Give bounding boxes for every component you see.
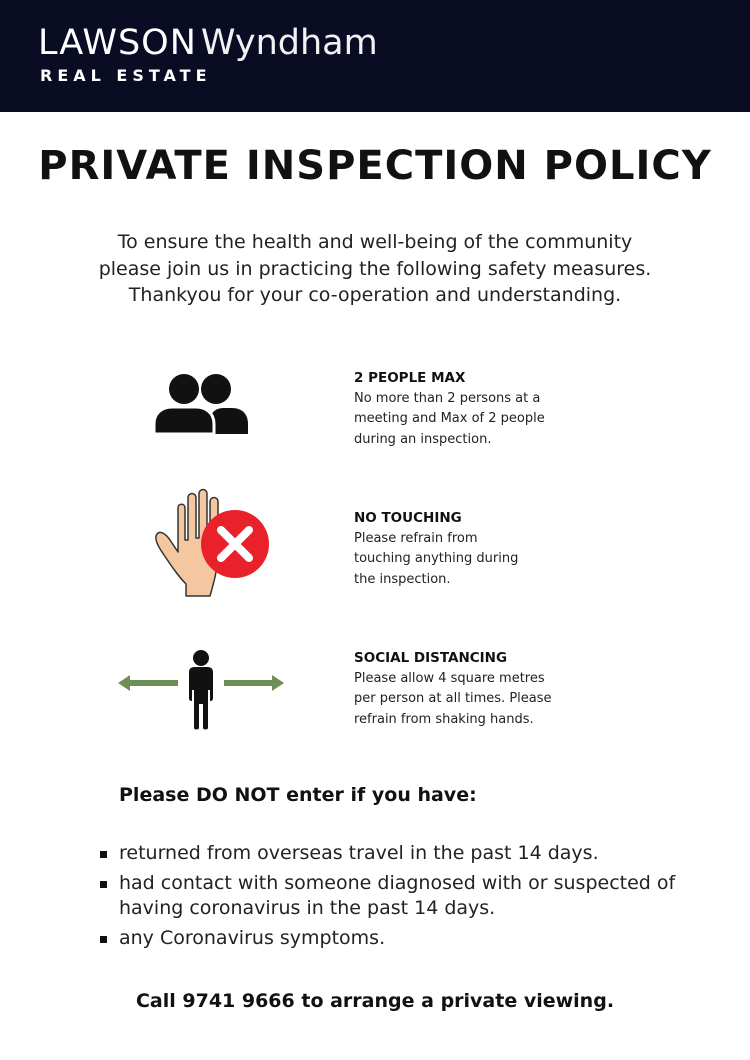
policy-no-touching (354, 508, 614, 590)
policy-line: during an inspection. (354, 431, 492, 447)
policy-people-max (354, 368, 614, 450)
list-item: any Coronavirus symptoms. (100, 926, 700, 952)
policy-heading: NO TOUCHING (354, 510, 462, 526)
policy-heading: 2 PEOPLE MAX (354, 370, 466, 386)
list-item: had contact with someone diagnosed with or suspected of having coronavirus in the past 14 days. (100, 871, 700, 922)
intro-line: please join us in practicing the following safety measures. (98, 257, 652, 280)
warning-list (100, 841, 700, 955)
warning-heading: Please DO NOT enter if you have: (119, 784, 477, 806)
intro-text (0, 229, 750, 309)
policy-line: Please refrain from (354, 530, 478, 546)
policy-line: the inspection. (354, 571, 451, 587)
policy-line: per person at all times. Please (354, 691, 552, 706)
two-people-icon (150, 372, 250, 438)
logo-brand: LAWSON (38, 23, 197, 63)
header-banner (0, 0, 750, 112)
intro-line: Thankyou for your co-operation and understanding. (128, 284, 622, 306)
list-item: returned from overseas travel in the past 14 days. (100, 841, 700, 867)
social-distancing-icon (116, 648, 286, 730)
no-touching-hand-icon (150, 488, 272, 600)
policy-heading: SOCIAL DISTANCING (354, 650, 508, 666)
policy-line: refrain from shaking hands. (354, 711, 534, 727)
intro-line: To ensure the health and well-being of the community (117, 231, 633, 253)
logo (38, 22, 378, 64)
policy-line: No more than 2 persons at a (354, 390, 541, 406)
logo-brand-suffix: Wyndham (200, 23, 378, 63)
policy-line: meeting and Max of 2 people (354, 411, 545, 426)
policy-social-distancing (354, 648, 614, 730)
page-title: PRIVATE INSPECTION POLICY (38, 143, 712, 189)
policy-line: touching anything during (354, 551, 519, 566)
logo-tagline: REAL ESTATE (40, 66, 212, 85)
call-to-action: Call 9741 9666 to arrange a private viewing. (135, 990, 615, 1012)
policy-line: Please allow 4 square metres (354, 670, 545, 686)
